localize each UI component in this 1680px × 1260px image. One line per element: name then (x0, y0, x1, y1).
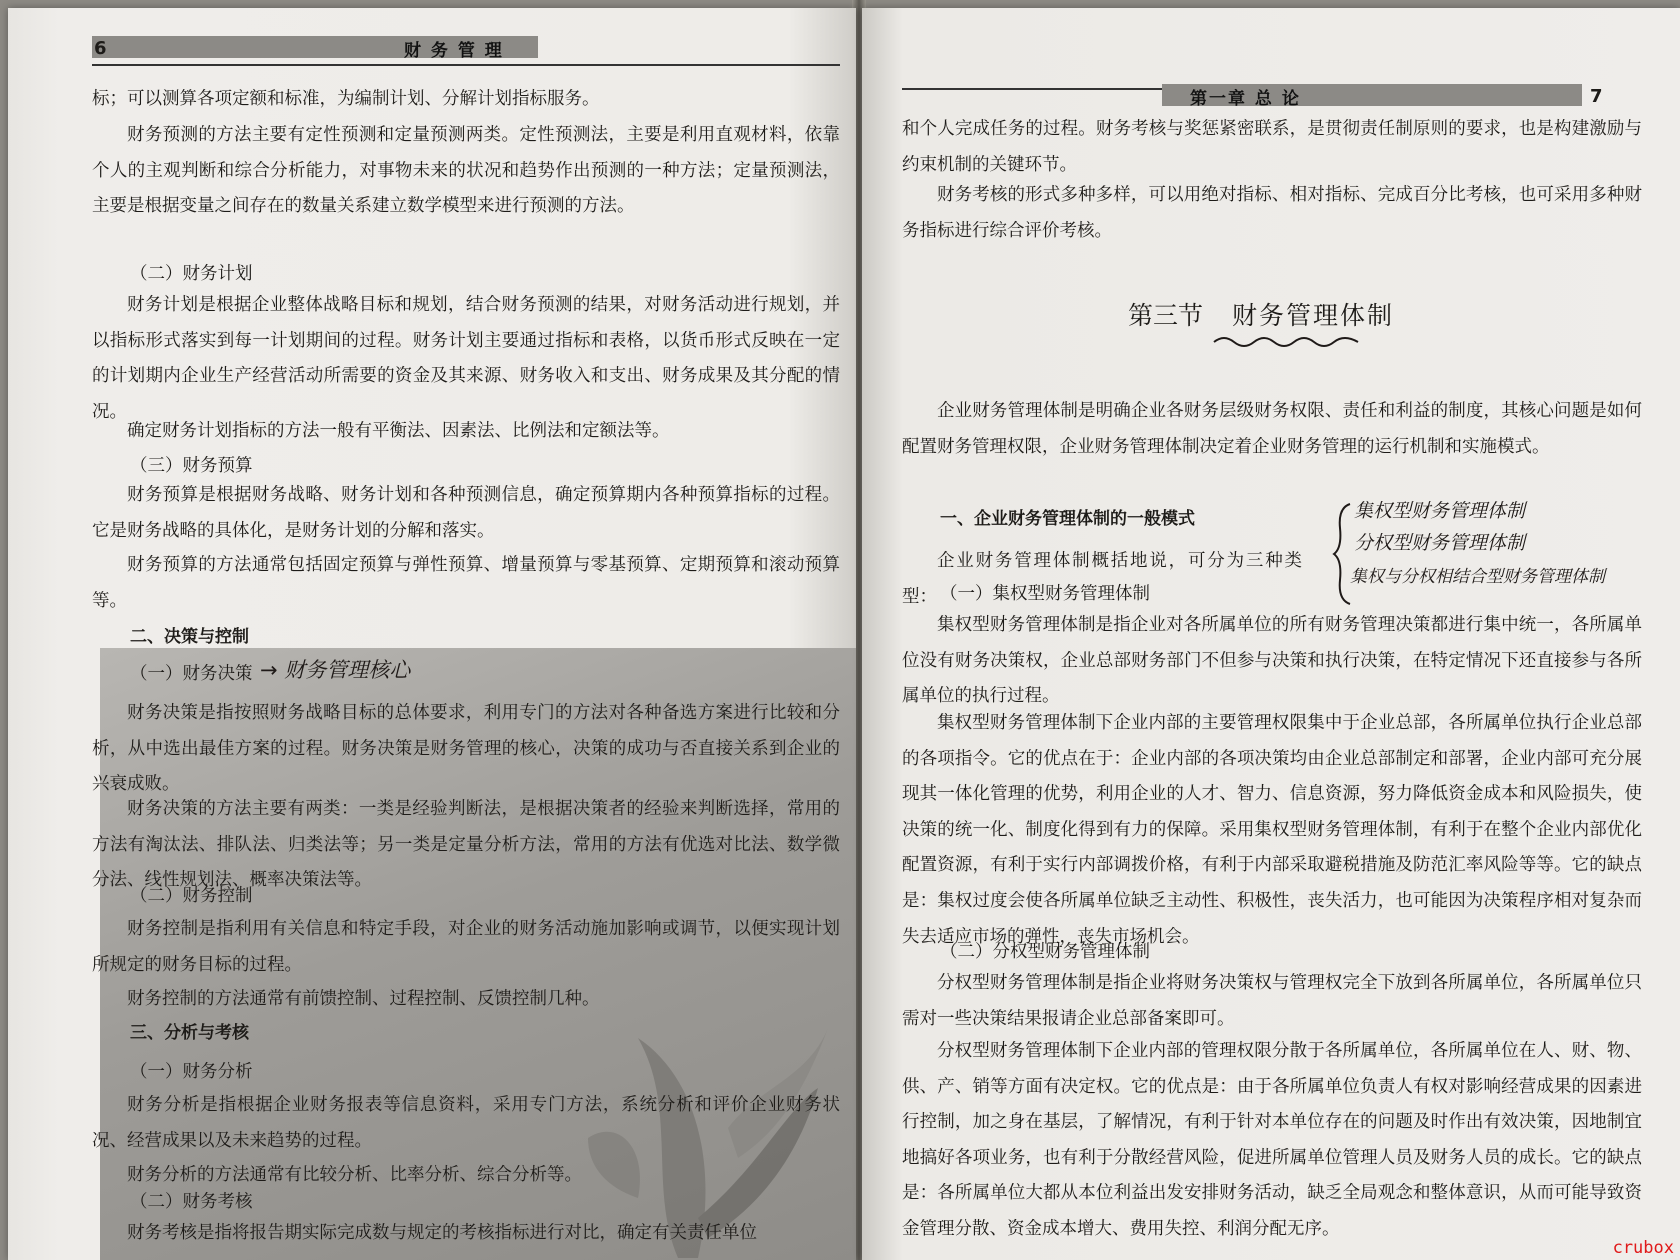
analysis-definition: 财务分析是指根据企业财务报表等信息资料，采用专门方法，系统分析和评价企业财务状况、经营成果以及未来趋势的过程。 (92, 1095, 840, 1151)
hand-note-centralized: 集权型财务管理体制 (1354, 500, 1526, 522)
control-methods: 财务控制的方法通常有前馈控制、过程控制、反馈控制几种。 (127, 989, 600, 1009)
left-header-rule (92, 64, 840, 66)
right-header-title: 第一章 总 论 (1190, 89, 1301, 109)
system-definition: 企业财务管理体制是明确企业各财务层级财务权限、责任和利益的制度，其核心问题是如何配置财务管理权限，企业财务管理体制决定着企业财务管理的运行机制和实施模式。 (902, 401, 1642, 457)
plan-definition: 财务计划是根据企业整体战略目标和规划，结合财务预测的结果，对财务活动进行规划，并以指标形式落实到每一计划期间的过程。财务计划主要通过指标和表格，以货币形式反映在一定的计划期内企业生产经营活动所需要的资金及其来源、财务收入和支出、财务成果及其分配的情况。 (92, 295, 840, 422)
plan-heading: （二）财务计划 (130, 264, 253, 284)
section-underline-scribble (1212, 334, 1362, 350)
centralized-definition: 集权型财务管理体制是指企业对各所属单位的所有财务管理决策都进行集中统一，各所属单位没有财务决策权，企业总部财务部门不但参与决策和执行决策，在特定情况下还直接参与各所属单位的执行过程。 (902, 615, 1642, 707)
decision-control-heading: 二、决策与控制 (130, 627, 249, 647)
left-page-number: 6 (94, 38, 107, 59)
watermark: crubox (1612, 1238, 1674, 1258)
three-types-intro: 企业财务管理体制概括地说，可分为三种类型： (902, 551, 1302, 607)
centralized-heading: （一）集权型财务管理体制 (940, 584, 1150, 604)
plan-methods: 确定财务计划指标的方法一般有平衡法、因素法、比例法和定额法等。 (127, 421, 670, 441)
analysis-heading: （一）财务分析 (130, 1062, 253, 1082)
control-definition: 财务控制是指利用有关信息和特定手段，对企业的财务活动施加影响或调节，以便实现计划所规定的财务目标的过程。 (92, 919, 840, 975)
centralized-detail: 集权型财务管理体制下企业内部的主要管理权限集中于企业总部，各所属单位执行企业总部的各项指令。它的优点在于：企业内部的各项决策均由企业总部制定和部署，企业内部可充分展现其一体化管理的优势，利用企业的人才、智力、信息资源，努力降低资金成本和风险损失，使决策的统一化、制度化得到有力的保障。采用集权型财务管理体制，有利于在整个企业内部优化配置资源，有利于实行内部调拨价格，有利于内部采取避税措施及防范汇率风险等等。它的缺点是：集权过度会使各所属单位缺乏主动性、积极性，丧失活力，也可能因为决策程序相对复杂而失去适应市场的弹性，丧失市场机会。 (902, 713, 1642, 947)
left-intro: 标；可以测算各项定额和标准，为编制计划、分解计划指标服务。 (92, 89, 600, 109)
section-name: 财务管理体制 (1232, 301, 1395, 330)
assessment-continuation: 和个人完成任务的过程。财务考核与奖惩紧密联系，是贯彻责任制原则的要求，也是构建激励与约束机制的关键环节。 (902, 119, 1642, 175)
left-page (8, 8, 856, 1260)
decentralized-heading: （二）分权型财务管理体制 (940, 942, 1150, 962)
assessment-forms: 财务考核的形式多种多样，可以用绝对指标、相对指标、完成百分比考核，也可采用多种财务指标进行综合评价考核。 (902, 185, 1642, 241)
hand-note-mixed: 集权与分权相结合型财务管理体制 (1350, 567, 1605, 587)
control-heading: （二）财务控制 (130, 886, 253, 906)
assessment-heading: （二）财务考核 (130, 1192, 253, 1212)
forecast-methods: 财务预测的方法主要有定性预测和定量预测两类。定性预测法，主要是利用直观材料，依靠个人的主观判断和综合分析能力，对事物未来的状况和趋势作出预测的一种方法；定量预测法，主要是根据变量之间存在的数量关系建立数学模型来进行预测的方法。 (92, 125, 840, 217)
right-header-bar (1162, 84, 1582, 109)
hand-note-decentralized: 分权型财务管理体制 (1354, 532, 1526, 554)
budget-heading: （三）财务预算 (130, 456, 253, 476)
general-mode-heading: 一、企业财务管理体制的一般模式 (940, 509, 1195, 529)
decision-heading: （一）财务决策 (130, 664, 253, 684)
decision-definition: 财务决策是指按照财务战略目标的总体要求，利用专门的方法对各种备选方案进行比较和分析，从中选出最佳方案的过程。财务决策是财务管理的核心，决策的成功与否直接关系到企业的兴衰成败。 (92, 703, 840, 795)
left-header-title: 财 务 管 理 (404, 41, 504, 61)
decentralized-definition: 分权型财务管理体制是指企业将财务决策权与管理权完全下放到各所属单位，各所属单位只需对一些决策结果报请企业总部备案即可。 (902, 973, 1642, 1029)
right-page (862, 8, 1680, 1260)
budget-definition: 财务预算是根据财务战略、财务计划和各种预测信息，确定预算期内各种预算指标的过程。它是财务战略的具体化，是财务计划的分解和落实。 (92, 485, 840, 541)
decentralized-detail: 分权型财务管理体制下企业内部的管理权限分散于各所属单位，各所属单位在人、财、物、供、产、销等方面有决定权。它的优点是：由于各所属单位负责人有权对影响经营成果的因素进行控制，加之身在基层，了解情况，有利于针对本单位存在的问题及时作出有效决策，因地制宜地搞好各项业务，也有利于分散经营风险，促进所属单位管理人员及财务人员的成长。它的缺点是：各所属单位大都从本位利益出发安排财务活动，缺乏全局观念和整体意识，从而可能导致资金管理分散、资金成本增大、费用失控、利润分配无序。 (902, 1041, 1642, 1239)
right-page-number: 7 (1590, 86, 1603, 107)
section-label: 第三节 (1128, 301, 1204, 330)
left-header-bar (92, 36, 538, 61)
assessment-definition: 财务考核是指将报告期实际完成数与规定的考核指标进行对比，确定有关责任单位 (127, 1223, 757, 1243)
decision-handwritten-note: → 财务管理核心 (260, 658, 411, 682)
budget-methods: 财务预算的方法通常包括固定预算与弹性预算、增量预算与零基预算、定期预算和滚动预算等。 (92, 555, 840, 611)
handwritten-brace (1332, 502, 1352, 606)
analysis-methods: 财务分析的方法通常有比较分析、比率分析、综合分析等。 (127, 1165, 582, 1185)
decision-methods: 财务决策的方法主要有两类：一类是经验判断法，是根据决策者的经验来判断选择，常用的方法有淘汰法、排队法、归类法等；另一类是定量分析方法，常用的方法有优选对比法、数学微分法、线性规划法、概率决策法等。 (92, 799, 840, 891)
analysis-assessment-heading: 三、分析与考核 (130, 1023, 249, 1043)
